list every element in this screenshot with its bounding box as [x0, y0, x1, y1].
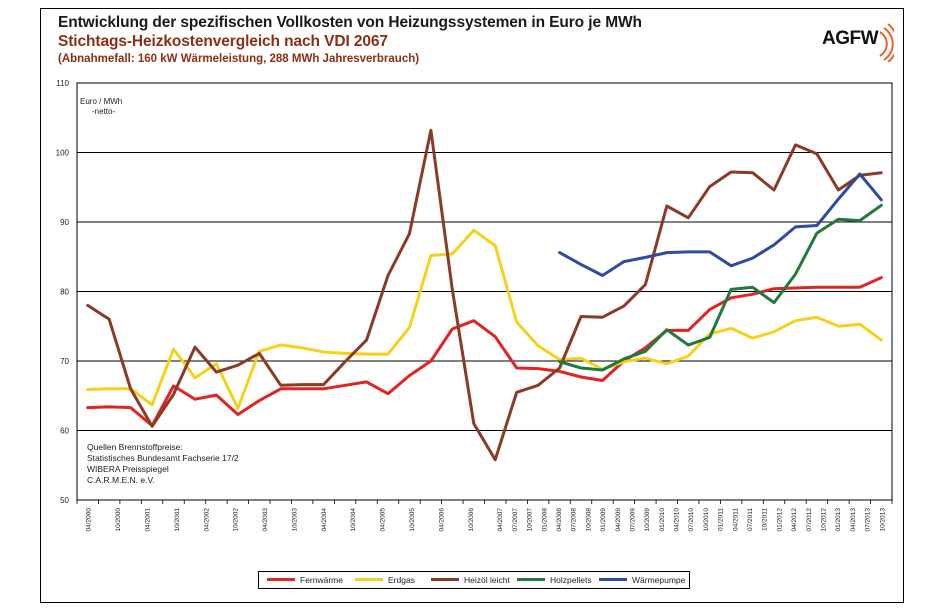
- sources-line: Quellen Brennstoffpreise:: [87, 442, 183, 452]
- legend-label: Heizöl leicht: [464, 575, 510, 585]
- x-tick-label: 10/2003: [291, 508, 299, 532]
- x-tick-label: 07/2010: [688, 508, 696, 532]
- legend-item-holzpellets: [517, 575, 592, 587]
- x-tick-label: 04/2000: [85, 508, 93, 532]
- x-tick-label: 10/2002: [232, 508, 240, 532]
- x-tick-label: 10/2012: [820, 508, 828, 532]
- sources-note: [87, 442, 239, 486]
- x-tick-label: 10/2006: [467, 508, 475, 532]
- x-tick-label: 04/2004: [320, 508, 328, 532]
- x-tick-label: 01/2008: [541, 508, 549, 532]
- logo-text: AGFW: [822, 28, 879, 49]
- x-tick-label: 01/2011: [717, 508, 725, 532]
- legend-item-erdgas: [355, 575, 415, 587]
- y-axis-label-netto: -netto-: [92, 107, 116, 116]
- legend-label: Wärmepumpe: [632, 575, 686, 585]
- x-tick-label: 10/2010: [702, 508, 710, 532]
- sources-line: C.A.R.M.E.N. e.V.: [87, 475, 155, 485]
- chart-note: (Abnahmefall: 160 kW Wärmeleistung, 288 MWh Jahresverbrauch): [58, 53, 420, 65]
- y-axis: [56, 79, 70, 505]
- sources-line: Statistisches Bundesamt Fachserie 17/2: [87, 453, 239, 463]
- x-tick-label: 04/2003: [262, 508, 270, 532]
- x-tick-label: 04/2001: [144, 508, 152, 532]
- x-tick-label: 07/2013: [864, 508, 872, 532]
- y-tick-label: 50: [60, 496, 69, 505]
- y-axis-label: Euro / MWh: [80, 97, 123, 106]
- x-tick-label: 01/2009: [600, 508, 608, 532]
- x-tick-label: 07/2007: [511, 508, 519, 532]
- legend-swatch: [517, 578, 545, 581]
- x-tick-label: 04/2009: [614, 508, 622, 532]
- y-tick-label: 80: [60, 287, 69, 297]
- x-tick-label: 10/2004: [350, 508, 358, 532]
- legend-label: Erdgas: [388, 575, 415, 585]
- legend-label: Holzpellets: [550, 575, 592, 585]
- y-tick-label: 90: [60, 218, 69, 227]
- legend-swatch: [267, 578, 295, 581]
- series-line-erdgas: [88, 230, 882, 408]
- legend-swatch: [431, 578, 459, 581]
- legend-label: Fernwärme: [300, 575, 343, 585]
- x-tick-label: 10/2001: [173, 508, 181, 532]
- x-tick-label: 04/2007: [497, 508, 505, 532]
- x-tick-label: 04/2006: [438, 508, 446, 532]
- x-tick-label: 01/2012: [776, 508, 784, 532]
- y-tick-label: 70: [60, 357, 69, 366]
- legend-swatch: [599, 578, 627, 581]
- legend: [258, 571, 690, 589]
- x-tick-label: 10/2009: [644, 508, 652, 532]
- x-tick-label: 04/2002: [203, 508, 211, 532]
- x-tick-label: 07/2011: [747, 508, 755, 532]
- x-tick-label: 10/2011: [761, 508, 769, 532]
- gridlines: [77, 83, 892, 500]
- x-tick-label: 10/2000: [115, 508, 123, 532]
- legend-swatch: [355, 578, 383, 581]
- series-line-fernw-rme: [88, 278, 882, 426]
- sources-line: WIBERA Preisspiegel: [87, 464, 169, 474]
- x-tick-label: 01/2013: [835, 508, 843, 532]
- x-tick-label: 07/2012: [805, 508, 813, 532]
- series-line-w-rmepumpe: [560, 174, 882, 276]
- x-tick-label: 04/2008: [555, 508, 563, 532]
- y-tick-label: 100: [55, 148, 69, 158]
- series-group: [88, 130, 882, 459]
- x-tick-label: 07/2008: [570, 508, 578, 532]
- legend-item-waermepumpe: [599, 575, 685, 587]
- y-tick-label: 110: [56, 79, 69, 88]
- x-tick-label: 10/2007: [526, 508, 534, 532]
- x-tick-label: 07/2009: [629, 508, 637, 532]
- chart-subtitle: Stichtags-Heizkostenvergleich nach VDI 2067: [58, 33, 388, 50]
- legend-item-heizoel: [431, 575, 510, 587]
- x-tick-label: 04/2011: [732, 508, 740, 532]
- x-axis: [77, 500, 892, 532]
- x-tick-label: 04/2010: [673, 508, 681, 532]
- x-tick-label: 10/2005: [409, 508, 417, 532]
- x-tick-label: 01/2010: [658, 508, 666, 532]
- y-tick-label: 60: [60, 426, 69, 436]
- x-tick-label: 04/2013: [849, 508, 857, 532]
- chart-title: Entwicklung der spezifischen Vollkosten von Heizungssystemen in Euro je MWh: [58, 14, 642, 31]
- x-tick-label: 04/2012: [791, 508, 799, 532]
- x-tick-label: 04/2005: [379, 508, 387, 532]
- x-tick-label: 10/2008: [585, 508, 593, 532]
- legend-item-fernwaerme: [267, 575, 343, 587]
- x-tick-label: 10/2013: [879, 508, 887, 532]
